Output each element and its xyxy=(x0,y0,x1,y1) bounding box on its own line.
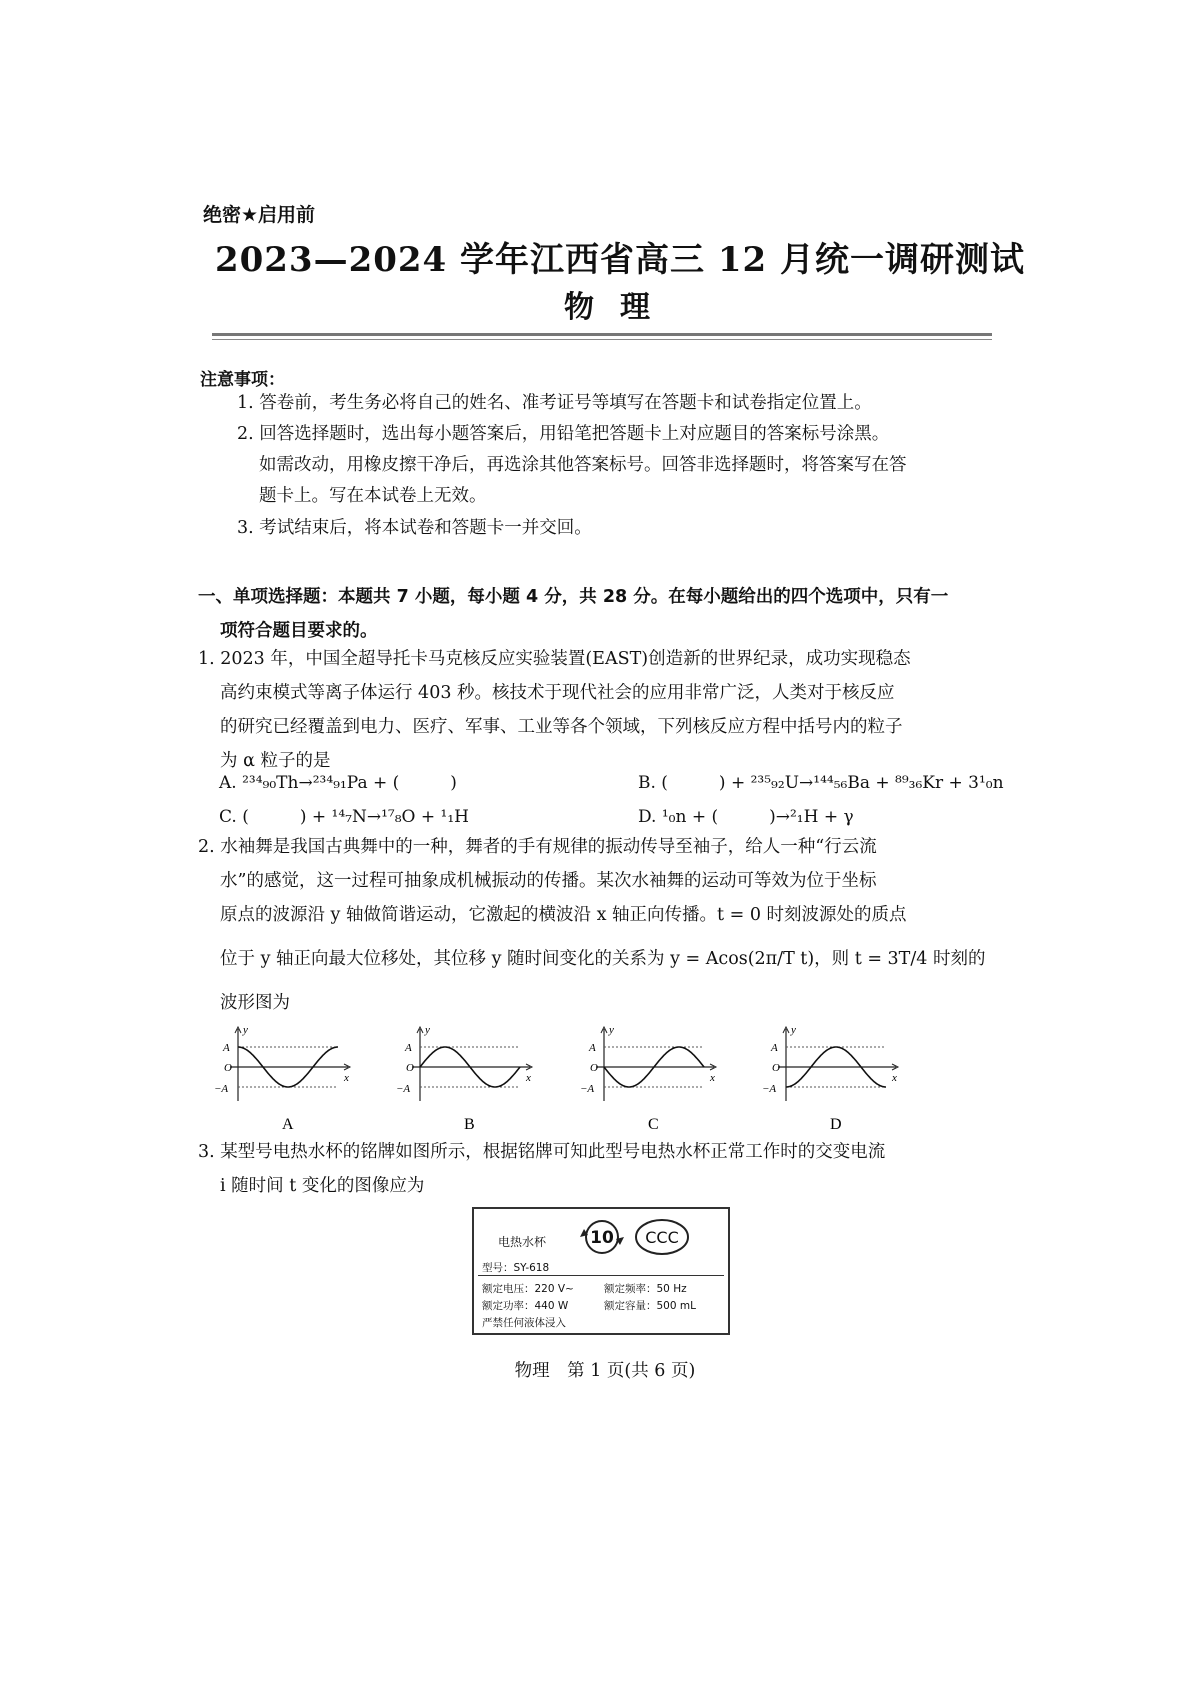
x-axis-label: x xyxy=(710,1072,715,1084)
tick-label: O xyxy=(772,1062,780,1074)
subject-title: 物理 xyxy=(564,290,676,325)
question-1-stem xyxy=(198,642,998,778)
question-line: 高约束模式等离子体运行 403 秒。核技术于现代社会的应用非常广泛，人类对于核反应 xyxy=(220,683,895,703)
section-heading xyxy=(198,580,988,648)
y-axis-label: y xyxy=(425,1024,430,1036)
header-rule-thin xyxy=(212,339,992,340)
note-item: 1. 答卷前，考生务必将自己的姓名、准考证号等填写在答题卡和试卷指定位置上。 xyxy=(237,393,872,413)
nameplate-model: 型号：SY-618 xyxy=(482,1262,550,1274)
option-c[interactable]: C. ( ) + ¹⁴₇N→¹⁷₈O + ¹₁H xyxy=(219,807,469,827)
tick-label: A xyxy=(771,1042,778,1054)
header-rule xyxy=(212,333,992,336)
note-item: 如需改动，用橡皮擦干净后，再选涂其他答案标号。回答非选择题时，将答案写在答 xyxy=(259,455,907,475)
question-line: 3. 某型号电热水杯的铭牌如图所示，根据铭牌可知此型号电热水杯正常工作时的交变电流 xyxy=(198,1142,886,1162)
nameplate xyxy=(472,1207,730,1335)
section-heading-line: 项符合题目要求的。 xyxy=(220,621,378,641)
confidential-label: 绝密★启用前 xyxy=(203,204,316,226)
note-item: 3. 考试结束后，将本试卷和答题卡一并交回。 xyxy=(237,518,592,538)
ccc-text: CCC xyxy=(645,1228,679,1247)
x-axis-label: x xyxy=(892,1072,897,1084)
option-d[interactable]: D. ¹₀n + ( )→²₁H + γ xyxy=(638,807,854,827)
tick-label: O xyxy=(590,1062,598,1074)
tick-label: −A xyxy=(214,1083,229,1095)
question-line: 原点的波源沿 y 轴做简谐运动，它激起的横波沿 x 轴正向传播。t = 0 时刻波源处的质点 xyxy=(220,905,907,925)
option-a[interactable]: A. ²³⁴₉₀Th→²³⁴₉₁Pa + ( ) xyxy=(219,773,457,793)
y-axis-label: y xyxy=(609,1024,614,1036)
question-line: 为 α 粒子的是 xyxy=(220,751,331,771)
question-line: 水”的感觉，这一过程可抽象成机械振动的传播。某次水袖舞的运动可等效为位于坐标 xyxy=(220,871,877,891)
panel-label: B xyxy=(464,1116,475,1133)
question-line: 1. 2023 年，中国全超导托卡马克核反应实验装置(EAST)创造新的世界纪录，成功实现稳态 xyxy=(198,649,911,669)
ten-year-badge-icon xyxy=(576,1215,632,1259)
rated-power: 额定功率：440 W xyxy=(482,1300,569,1312)
question-2-stem xyxy=(198,830,998,1020)
question-line: 波形图为 xyxy=(220,993,290,1013)
notes-heading: 注意事项： xyxy=(200,370,285,390)
panel-label: D xyxy=(830,1116,842,1133)
badge-number: 10 xyxy=(590,1228,614,1248)
tick-label: A xyxy=(223,1042,230,1054)
page-footer: 物理 第 1 页(共 6 页) xyxy=(514,1361,696,1381)
tick-label: O xyxy=(406,1062,414,1074)
tick-label: −A xyxy=(762,1083,777,1095)
tick-label: −A xyxy=(396,1083,411,1095)
option-b[interactable]: B. ( ) + ²³⁵₉₂U→¹⁴⁴₅₆Ba + ⁸⁹₃₆Kr + 3¹₀n xyxy=(638,773,1004,793)
y-axis-label: y xyxy=(791,1024,796,1036)
panel-label: C xyxy=(648,1116,659,1133)
section-heading-line: 一、单项选择题：本题共 7 小题，每小题 4 分，共 28 分。在每小题给出的四个选项中，只有一 xyxy=(198,587,949,607)
question-line: 的研究已经覆盖到电力、医疗、军事、工业等各个领域，下列核反应方程中括号内的粒子 xyxy=(220,717,903,737)
rated-frequency: 额定频率：50 Hz xyxy=(604,1283,687,1295)
rated-voltage: 额定电压：220 V~ xyxy=(482,1283,574,1295)
question-line: 2. 水袖舞是我国古典舞中的一种，舞者的手有规律的振动传导至袖子，给人一种“行云流 xyxy=(198,837,877,857)
exam-title: 2023—2024 学年江西省高三 12 月统一调研测试 xyxy=(214,240,1026,280)
question-3-stem xyxy=(198,1135,998,1203)
x-axis-label: x xyxy=(344,1072,349,1084)
tick-label: O xyxy=(224,1062,232,1074)
tick-label: A xyxy=(589,1042,596,1054)
note-item: 题卡上。写在本试卷上无效。 xyxy=(259,486,487,506)
y-axis-label: y xyxy=(243,1024,248,1036)
nameplate-divider xyxy=(478,1275,724,1276)
ccc-mark-icon xyxy=(632,1217,692,1257)
note-item: 2. 回答选择题时，选出每小题答案后，用铅笔把答题卡上对应题目的答案标号涂黑。 xyxy=(237,424,890,444)
rated-capacity: 额定容量：500 mL xyxy=(604,1300,696,1312)
wave-figures xyxy=(200,1005,1000,1135)
x-axis-label: x xyxy=(526,1072,531,1084)
nameplate-product: 电热水杯 xyxy=(498,1235,547,1249)
nameplate-warning: 严禁任何液体浸入 xyxy=(482,1317,566,1329)
question-line: 位于 y 轴正向最大位移处，其位移 y 随时间变化的关系为 y = Acos(2π/T t)，则 t = 3T/4 时刻的 xyxy=(220,949,986,969)
panel-label: A xyxy=(282,1116,294,1133)
tick-label: −A xyxy=(580,1083,595,1095)
question-line: i 随时间 t 变化的图像应为 xyxy=(220,1176,425,1196)
tick-label: A xyxy=(405,1042,412,1054)
